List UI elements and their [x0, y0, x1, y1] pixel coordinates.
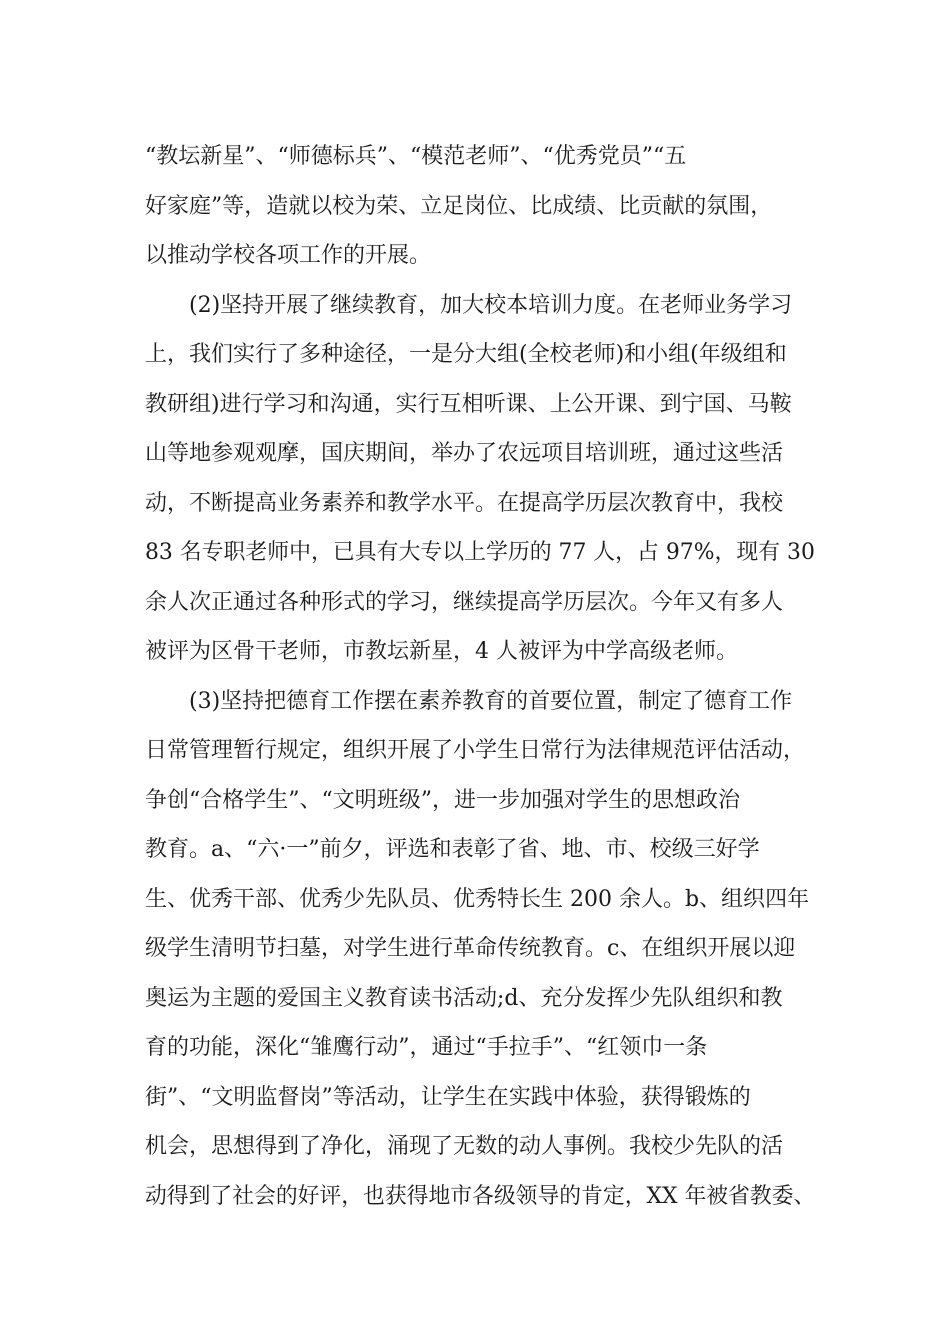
text-line: 机会，思想得到了净化，涌现了无数的动人事例。我校少先队的活 [145, 1134, 784, 1159]
document-body [145, 132, 815, 1221]
text-line: (3)坚持把德育工作摆在素养教育的首要位置，制定了德育工作 [189, 688, 793, 714]
text-line: 街”、“文明监督岗”等活动，让学生在实践中体验，获得锻炼的 [145, 1084, 751, 1110]
text-line: 级学生清明节扫墓，对学生进行革命传统教育。c、在组织开展以迎 [145, 936, 796, 961]
text-line: 动得到了社会的好评，也获得地市各级领导的肯定，XX 年被省教委、 [145, 1183, 816, 1209]
text-line: 教研组)进行学习和沟通，实行互相听课、上公开课、到宁国、马鞍 [145, 391, 792, 417]
text-line: 奥运为主题的爱国主义教育读书活动;d、充分发挥少先队组织和教 [145, 985, 783, 1011]
text-line: 好家庭”等，造就以校为荣、立足岗位、比成绩、比贡献的氛围， [145, 193, 773, 219]
text-line: 教育。a、“六·一”前夕，评选和表彰了省、地、市、校级三好学 [145, 837, 760, 862]
text-line: “教坛新星”、“师德标兵”、“模范老师”、“优秀党员”“五 [145, 144, 687, 169]
text-line: 育的功能，深化“雏鹰行动”，通过“手拉手”、“红领巾一条 [145, 1035, 708, 1060]
text-line: 山等地参观观摩，国庆期间，举办了农远项目培训班，通过这些活 [145, 441, 784, 466]
text-line: 动，不断提高业务素养和教学水平。在提高学历层次教育中，我校 [145, 490, 784, 516]
text-line: 被评为区骨干老师，市教坛新星，4 人被评为中学高级老师。 [145, 639, 738, 664]
text-line: 83 名专职老师中，已具有大专以上学历的 77 人，占 97%，现有 30 [145, 540, 815, 565]
text-line: 争创“合格学生”、“文明班级”，进一步加强对学生的思想政治 [145, 787, 740, 813]
text-line: 以推动学校各项工作的开展。 [145, 243, 432, 268]
text-line: 上，我们实行了多种途径，一是分大组(全校老师)和小组(年级组和 [145, 342, 787, 367]
text-line: 生、优秀干部、优秀少先队员、优秀特长生 200 余人。b、组织四年 [145, 886, 810, 912]
paragraph-p1 [145, 132, 815, 281]
text-line: 日常管理暂行规定，组织开展了小学生日常行为法律规范评估活动， [145, 738, 806, 763]
paragraph-p3 [145, 677, 815, 1222]
paragraph-p2 [145, 281, 815, 677]
text-line: 余人次正通过各种形式的学习，继续提高学历层次。今年又有多人 [145, 589, 784, 615]
text-line: (2)坚持开展了继续教育，加大校本培训力度。在老师业务学习 [189, 292, 793, 318]
